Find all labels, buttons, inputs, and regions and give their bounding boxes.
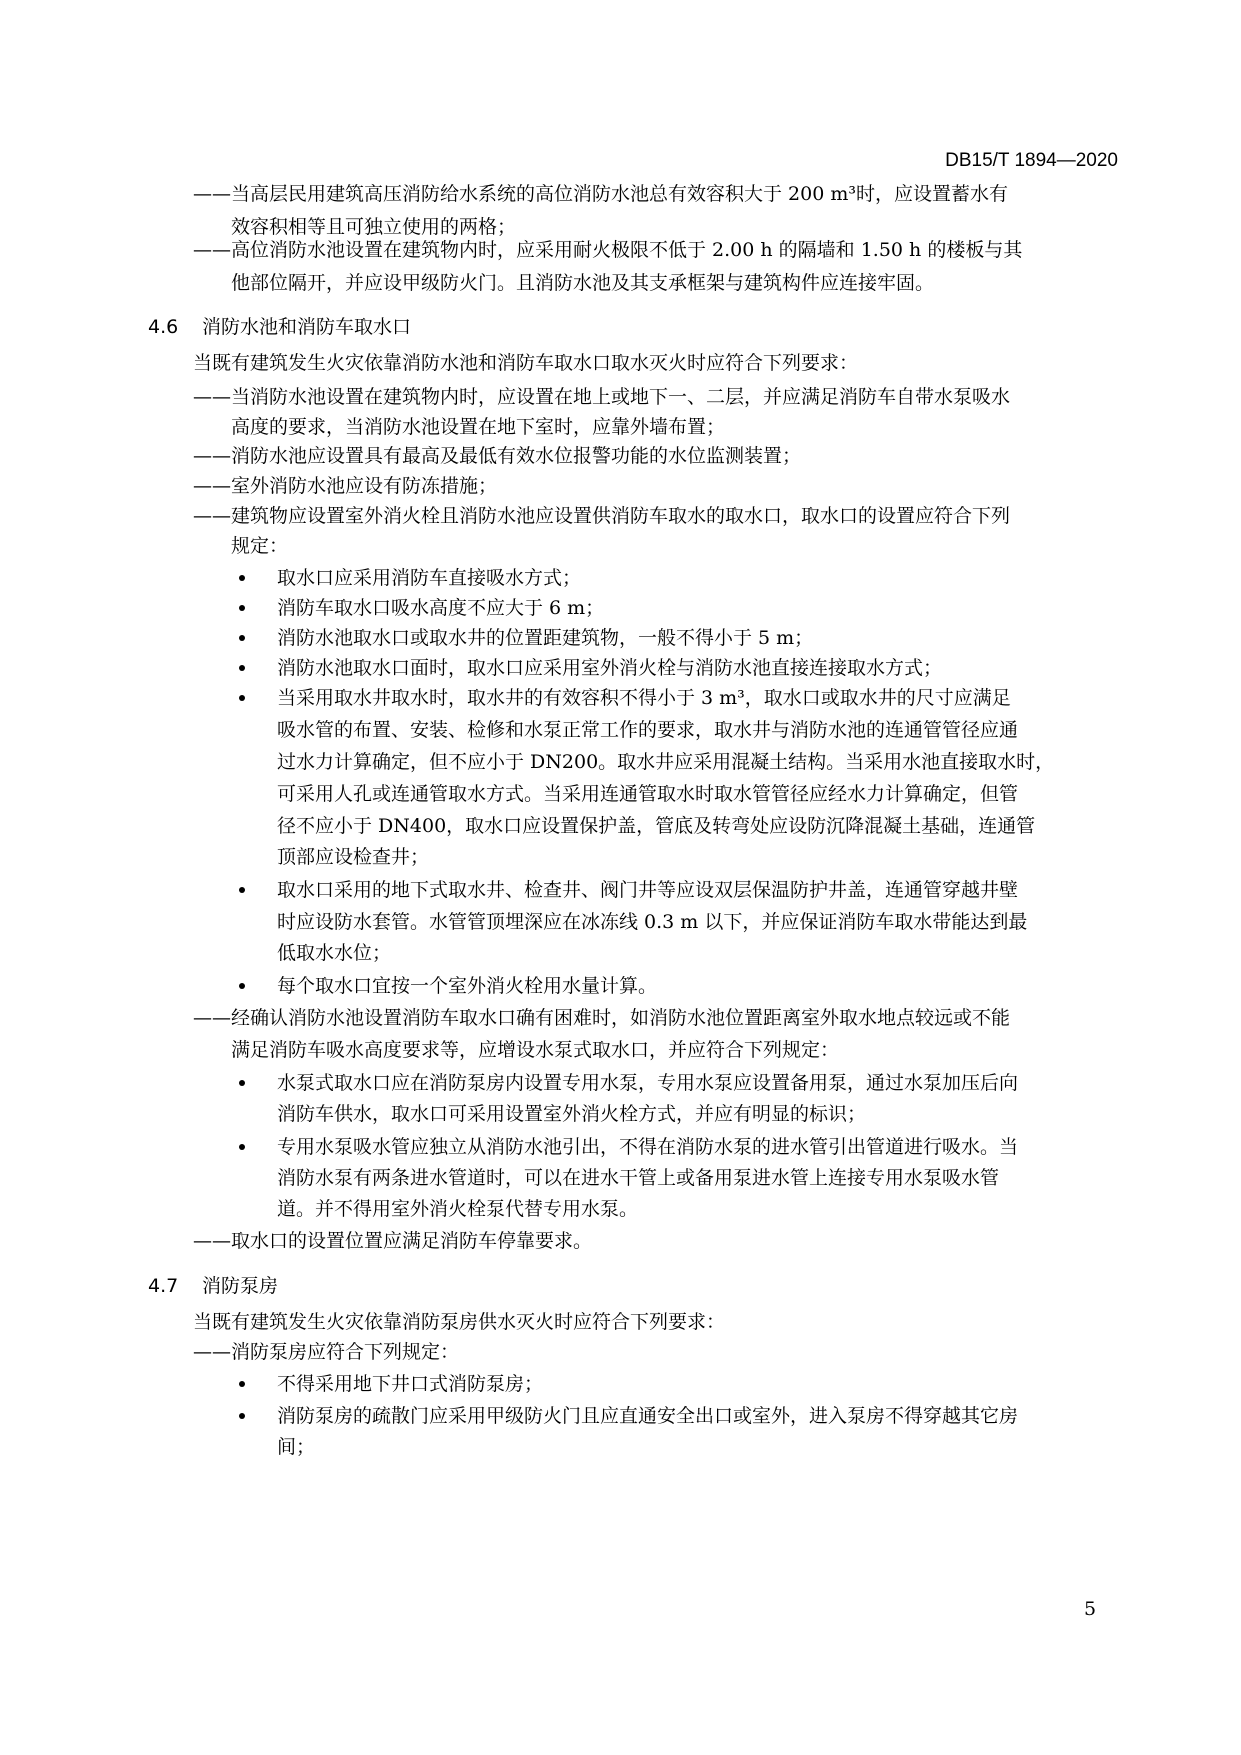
bullet-icon (239, 1080, 245, 1086)
dash-item: ——室外消防水池应设有防冻措施； (193, 475, 498, 497)
section-title: 消防泵房 (202, 1275, 279, 1297)
bullet-icon (239, 1381, 245, 1387)
bullet-item-continuation: 消防水泵有两条进水管道时，可以在进水干管上或备用泵进水管上连接专用水泵吸水管 (277, 1167, 1000, 1189)
bullet-item-continuation: 可采用人孔或连通管取水方式。当采用连通管取水时取水管管径应经水力计算确定，但管 (277, 783, 1019, 805)
dash-item: ——高位消防水池设置在建筑物内时，应采用耐火极限不低于 2.00 h 的隔墙和 1.50 h 的楼板与其 (193, 239, 1023, 261)
bullet-item-continuation: 间； (277, 1436, 316, 1458)
bullet-item: 取水口应采用消防车直接吸水方式； (277, 567, 582, 589)
section-number: 4.6 (148, 316, 179, 338)
bullet-item-continuation: 道。并不得用室外消火栓泵代替专用水泵。 (277, 1198, 639, 1220)
section-title: 消防水池和消防车取水口 (202, 316, 412, 338)
bullet-item: 当采用取水井取水时，取水井的有效容积不得小于 3 m³，取水口或取水井的尺寸应满足 (277, 687, 1011, 709)
bullet-item: 消防水池取水口或取水井的位置距建筑物，一般不得小于 5 m； (277, 627, 814, 649)
bullet-icon (239, 887, 245, 893)
section-lead: 当既有建筑发生火灾依靠消防水池和消防车取水口取水灭火时应符合下列要求： (193, 352, 859, 374)
bullet-item: 消防水池取水口面时，取水口应采用室外消火栓与消防水池直接连接取水方式； (277, 657, 943, 679)
bullet-item: 每个取水口宜按一个室外消火栓用水量计算。 (277, 975, 658, 997)
dash-item: ——当高层民用建筑高压消防给水系统的高位消防水池总有效容积大于 200 m³时，应设置蓄水有 (193, 183, 1008, 205)
dash-item-continuation: 规定： (231, 535, 289, 557)
section-lead: 当既有建筑发生火灾依靠消防泵房供水灭火时应符合下列要求： (193, 1311, 726, 1333)
bullet-item: 消防泵房的疏散门应采用甲级防火门且应直通安全出口或室外，进入泵房不得穿越其它房 (277, 1405, 1019, 1427)
bullet-icon (239, 1144, 245, 1150)
dash-item: ——经确认消防水池设置消防车取水口确有困难时，如消防水池位置距离室外取水地点较远或不能 (193, 1007, 1011, 1029)
dash-item-continuation: 他部位隔开，并应设甲级防火门。且消防水池及其支承框架与建筑构件应连接牢固。 (231, 272, 935, 294)
bullet-icon (239, 665, 245, 671)
bullet-item: 消防车取水口吸水高度不应大于 6 m； (277, 597, 605, 619)
bullet-item-continuation: 低取水水位； (277, 942, 392, 964)
bullet-icon (239, 983, 245, 989)
bullet-icon (239, 635, 245, 641)
section-heading-4-6 (148, 311, 411, 344)
bullet-item-continuation: 径不应小于 DN400，取水口应设置保护盖，管底及转弯处应设防沉降混凝土基础，连通管 (277, 815, 1036, 837)
bullet-icon (239, 695, 245, 701)
bullet-icon (239, 605, 245, 611)
bullet-item-continuation: 过水力计算确定，但不应小于 DN200。取水井应采用混凝土结构。当采用水池直接取水时， (277, 751, 1055, 773)
dash-item-continuation: 满足消防车吸水高度要求等，应增设水泵式取水口，并应符合下列规定： (231, 1039, 840, 1061)
dash-item: ——消防水池应设置具有最高及最低有效水位报警功能的水位监测装置； (193, 445, 802, 467)
bullet-item: 水泵式取水口应在消防泵房内设置专用水泵，专用水泵应设置备用泵，通过水泵加压后向 (277, 1072, 1019, 1094)
dash-item: ——取水口的设置位置应满足消防车停靠要求。 (193, 1230, 593, 1252)
bullet-item: 专用水泵吸水管应独立从消防水池引出，不得在消防水泵的进水管引出管道进行吸水。当 (277, 1136, 1019, 1158)
standard-code: DB15/T 1894—2020 (945, 150, 1118, 171)
bullet-item: 取水口采用的地下式取水井、检查井、阀门井等应设双层保温防护井盖，连通管穿越井壁 (277, 879, 1019, 901)
dash-item: ——建筑物应设置室外消火栓且消防水池应设置供消防车取水的取水口，取水口的设置应符合下列 (193, 505, 1011, 527)
dash-item: ——当消防水池设置在建筑物内时，应设置在地上或地下一、二层，并应满足消防车自带水泵吸水 (193, 386, 1011, 408)
section-number: 4.7 (148, 1275, 179, 1297)
bullet-item-continuation: 顶部应设检查井； (277, 846, 430, 868)
bullet-item-continuation: 时应设防水套管。水管管顶埋深应在冰冻线 0.3 m 以下，并应保证消防车取水带能达到最 (277, 911, 1028, 933)
bullet-item: 不得采用地下井口式消防泵房； (277, 1373, 544, 1395)
bullet-icon (239, 1413, 245, 1419)
section-heading-4-7 (148, 1270, 278, 1303)
dash-item: ——消防泵房应符合下列规定： (193, 1341, 460, 1363)
dash-item-continuation: 效容积相等且可独立使用的两格； (231, 216, 517, 238)
bullet-item-continuation: 吸水管的布置、安装、检修和水泵正常工作的要求，取水井与消防水池的连通管管径应通 (277, 719, 1019, 741)
page-number: 5 (1084, 1598, 1097, 1620)
bullet-item-continuation: 消防车供水，取水口可采用设置室外消火栓方式，并应有明显的标识； (277, 1103, 867, 1125)
dash-item-continuation: 高度的要求，当消防水池设置在地下室时，应靠外墙布置； (231, 416, 726, 438)
bullet-icon (239, 575, 245, 581)
